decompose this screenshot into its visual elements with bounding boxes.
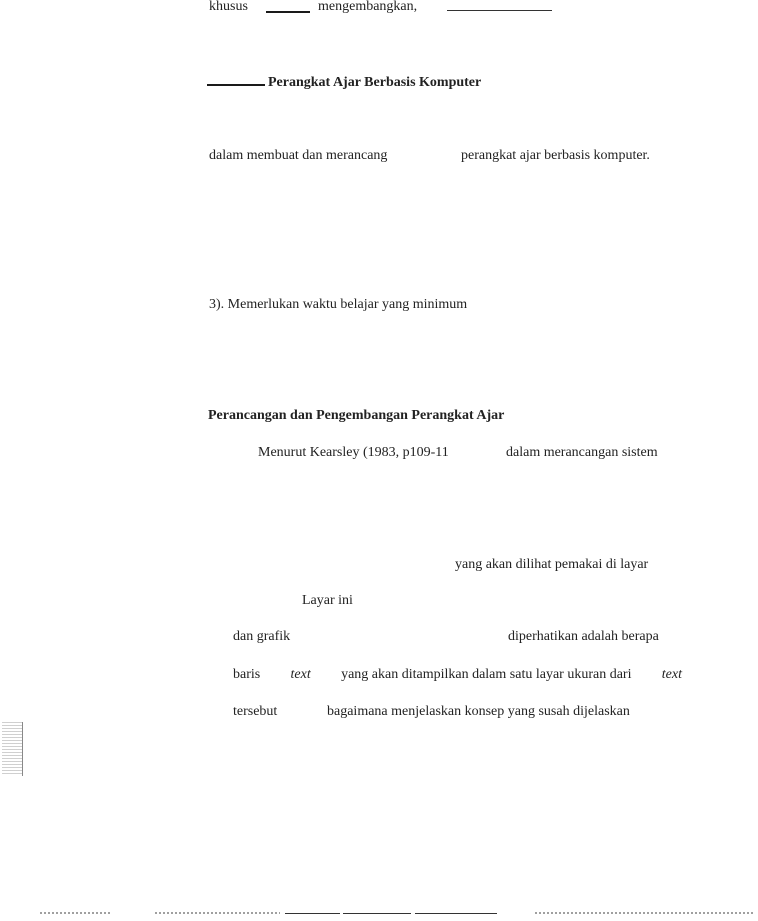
paragraph-text: dalam membuat dan merancang — [209, 148, 388, 163]
margin-scan-mark — [22, 722, 23, 776]
paragraph-text: baris — [233, 667, 261, 682]
paragraph-text: perangkat ajar berbasis komputer. — [461, 148, 650, 163]
paragraph-text: bagaimana menjelaskan konsep yang susah dijelaskan — [327, 704, 630, 719]
paragraph-text: yang akan ditampilkan dalam satu layar ukuran dari — [341, 667, 632, 682]
section-heading-perangkat-ajar: Perangkat Ajar Berbasis Komputer — [268, 75, 482, 90]
paragraph-text: Menurut Kearsley (1983, p109-11 — [258, 445, 449, 460]
paragraph-text-italic: text — [290, 667, 311, 682]
footer-rule — [415, 913, 497, 914]
paragraph-text: yang akan dilihat pemakai di layar — [455, 557, 649, 572]
footer-scan-artifact — [155, 912, 280, 914]
redaction-rule — [447, 10, 552, 11]
footer-rule — [343, 913, 411, 914]
list-item-3: 3). Memerlukan waktu belajar yang minimum — [209, 297, 468, 312]
text-khusus: khusus — [209, 0, 248, 14]
text-mengembangkan: mengembangkan, — [318, 0, 418, 14]
paragraph-text: Layar ini — [302, 593, 353, 608]
paragraph-line — [233, 668, 682, 682]
paragraph-text: tersebut — [233, 704, 278, 719]
footer-rule — [285, 913, 340, 914]
margin-scan-mark — [2, 722, 22, 776]
section-heading-perancangan: Perancangan dan Pengembangan Perangkat Ajar — [208, 408, 505, 423]
footer-scan-artifact — [535, 912, 755, 914]
redaction-rule — [207, 84, 265, 86]
redaction-rule — [266, 11, 310, 13]
paragraph-text: dan grafik — [233, 629, 291, 644]
footer-scan-artifact — [40, 912, 110, 914]
paragraph-text: dalam merancangan sistem — [506, 445, 658, 460]
paragraph-text: diperhatikan adalah berapa — [508, 629, 659, 644]
paragraph-text-italic: text — [661, 667, 682, 682]
